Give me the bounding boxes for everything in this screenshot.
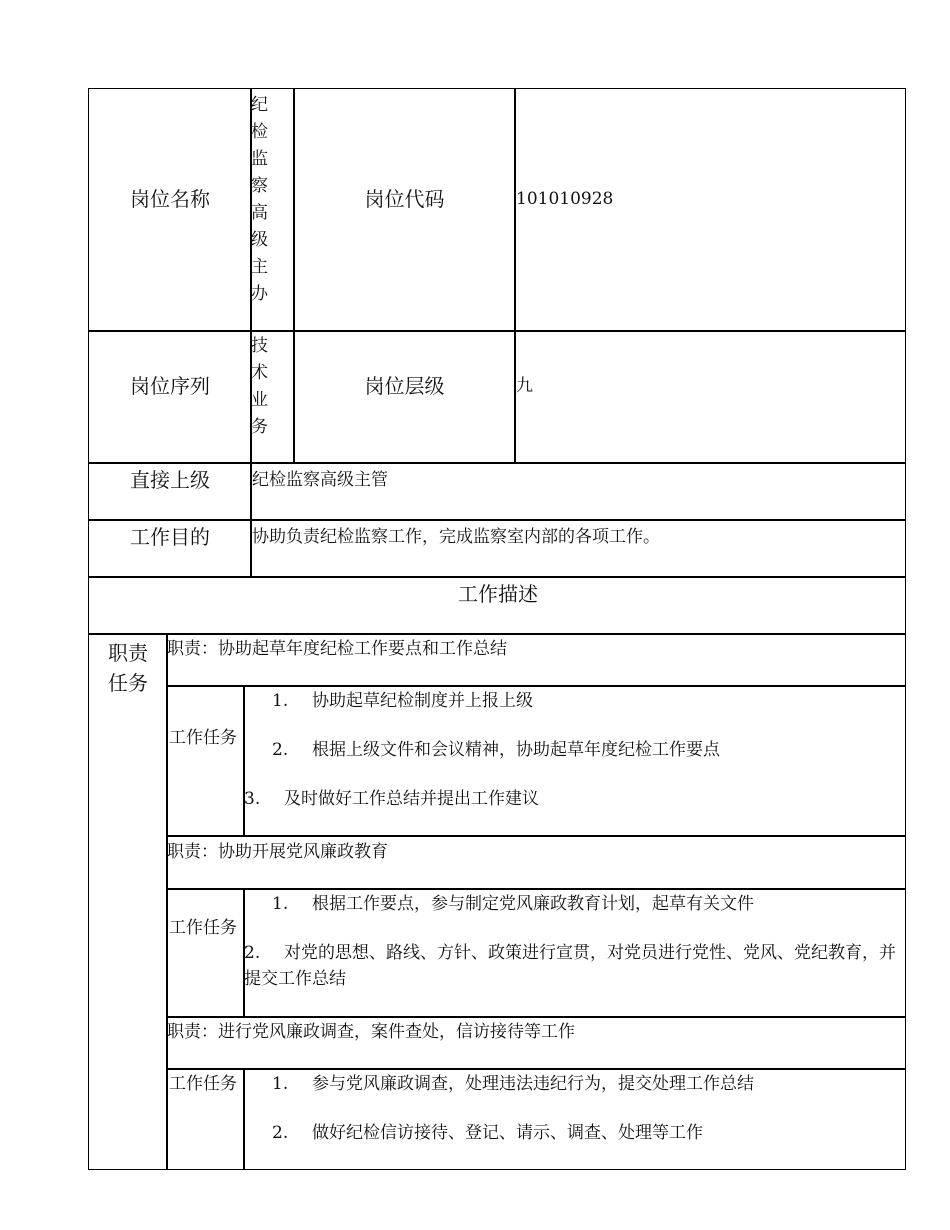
task-number: 1. (272, 1074, 289, 1094)
task-text: 协助起草纪检制度并上报上级 (312, 691, 533, 711)
task-item (272, 891, 754, 917)
task-text: 及时做好工作总结并提出工作建议 (284, 789, 539, 809)
row-divider (88, 519, 906, 521)
purpose-label: 工作目的 (130, 525, 210, 549)
duty-title: 职责：协助开展党风廉政教育 (167, 842, 388, 862)
position-level-value: 九 (516, 376, 533, 396)
task-number: 1. (272, 691, 289, 711)
task-item (272, 688, 533, 714)
task-number: 3. (244, 789, 261, 809)
row-divider (166, 1016, 906, 1018)
superior-label: 直接上级 (130, 468, 210, 492)
position-level-label: 岗位层级 (364, 374, 445, 398)
task-item (244, 786, 539, 812)
task-text: 参与党风廉政调查，处理违法违纪行为，提交处理工作总结 (312, 1074, 754, 1094)
column-divider (243, 1068, 245, 1170)
task-text: 对党的思想、路线、方针、政策进行宣贯，对党员进行党性、党风、党纪教育，并提交工作总结 (244, 943, 896, 989)
position-code-value: 101010928 (516, 189, 614, 209)
row-divider (88, 576, 906, 578)
duty-task-label (90, 638, 166, 698)
task-item (272, 1120, 703, 1146)
duty-label-line2: 任务 (108, 671, 148, 695)
position-code-label: 岗位代码 (364, 187, 445, 211)
task-text: 做好纪检信访接待、登记、请示、调查、处理等工作 (312, 1123, 703, 1143)
task-label: 工作任务 (169, 728, 237, 748)
task-label: 工作任务 (169, 918, 237, 938)
duty-label-line1: 职责 (108, 641, 148, 665)
column-divider (514, 88, 516, 463)
position-series-label: 岗位序列 (130, 374, 210, 398)
task-number: 2. (272, 740, 289, 760)
row-divider (88, 330, 906, 332)
task-number: 2. (244, 943, 261, 963)
column-divider (293, 88, 295, 463)
task-label: 工作任务 (169, 1074, 237, 1094)
description-title: 工作描述 (458, 582, 538, 606)
position-name-label: 岗位名称 (130, 187, 210, 211)
duty-title: 职责：协助起草年度纪检工作要点和工作总结 (167, 639, 507, 659)
row-divider (166, 685, 906, 687)
row-divider (166, 888, 906, 890)
task-item (272, 1071, 754, 1097)
task-number: 1. (272, 894, 289, 914)
duty-title: 职责：进行党风廉政调查，案件查处，信访接待等工作 (167, 1022, 575, 1042)
purpose-value: 协助负责纪检监察工作，完成监察室内部的各项工作。 (252, 527, 660, 547)
row-divider (166, 835, 906, 837)
position-name-value: 纪检监察高级主办 (251, 95, 268, 304)
task-text: 根据工作要点，参与制定党风廉政教育计划，起草有关文件 (312, 894, 754, 914)
row-divider (166, 1068, 906, 1070)
position-series-value: 技术业务 (251, 336, 268, 437)
superior-value: 纪检监察高级主管 (252, 470, 388, 490)
task-item (244, 940, 904, 992)
task-number: 2. (272, 1123, 289, 1143)
task-item (272, 737, 720, 763)
task-text: 根据上级文件和会议精神，协助起草年度纪检工作要点 (312, 740, 720, 760)
column-divider (243, 685, 245, 836)
job-table (88, 88, 906, 1170)
row-divider (88, 633, 906, 635)
row-divider (88, 462, 906, 464)
